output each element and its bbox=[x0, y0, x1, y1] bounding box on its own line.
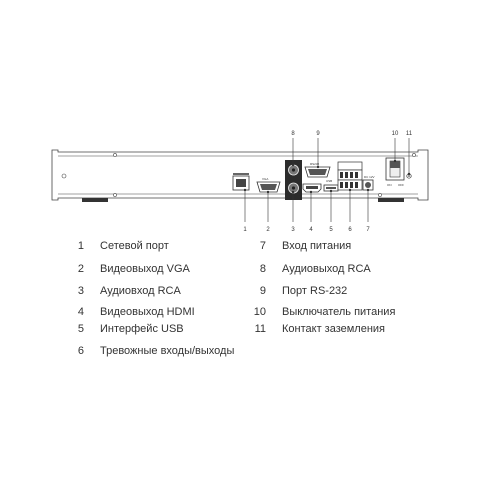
callout-9: 9 bbox=[316, 131, 320, 137]
legend-number: 4 bbox=[77, 306, 84, 318]
legend-label: Интерфейс USB bbox=[100, 323, 184, 335]
callout-3: 3 bbox=[291, 227, 295, 233]
callout-11: 11 bbox=[405, 131, 413, 137]
svg-text:USB: USB bbox=[326, 179, 333, 183]
legend-label: Видеовыход HDMI bbox=[100, 306, 195, 318]
legend-label: Выключатель питания bbox=[282, 306, 396, 318]
legend-number: 6 bbox=[77, 345, 84, 357]
legend-number: 8 bbox=[259, 263, 266, 275]
legend-number: 10 bbox=[253, 306, 266, 318]
callout-10: 10 bbox=[391, 131, 399, 137]
callout-2: 2 bbox=[266, 227, 270, 233]
legend-label: Вход питания bbox=[282, 240, 352, 252]
legend-number: 11 bbox=[254, 323, 266, 335]
callout-4: 4 bbox=[309, 227, 313, 233]
legend-label: Контакт заземления bbox=[282, 323, 386, 335]
callout-1: 1 bbox=[243, 227, 247, 233]
legend-label: Сетевой порт bbox=[100, 240, 169, 252]
legend-number: 5 bbox=[77, 323, 84, 335]
legend-label: Аудиовход RCA bbox=[100, 285, 181, 297]
callout-6: 6 bbox=[348, 227, 352, 233]
callout-5: 5 bbox=[329, 227, 333, 233]
svg-text:ON: ON bbox=[387, 183, 392, 187]
legend-label: Аудиовыход RCA bbox=[282, 263, 371, 275]
callout-8: 8 bbox=[291, 131, 295, 137]
svg-text:RS232: RS232 bbox=[310, 162, 320, 166]
legend-number: 1 bbox=[77, 240, 84, 252]
callout-7: 7 bbox=[366, 227, 370, 233]
legend-number: 7 bbox=[259, 240, 266, 252]
legend-number: 9 bbox=[259, 285, 266, 297]
legend-label: Порт RS-232 bbox=[282, 285, 348, 297]
legend-number: 2 bbox=[77, 263, 84, 275]
svg-text:VGA: VGA bbox=[262, 177, 269, 181]
legend-label: Тревожные входы/выходы bbox=[100, 345, 235, 357]
svg-text:OFF: OFF bbox=[398, 183, 404, 187]
legend-number: 3 bbox=[77, 285, 84, 297]
svg-text:DC 12V: DC 12V bbox=[364, 175, 375, 179]
legend-label: Видеовыход VGA bbox=[100, 263, 190, 275]
